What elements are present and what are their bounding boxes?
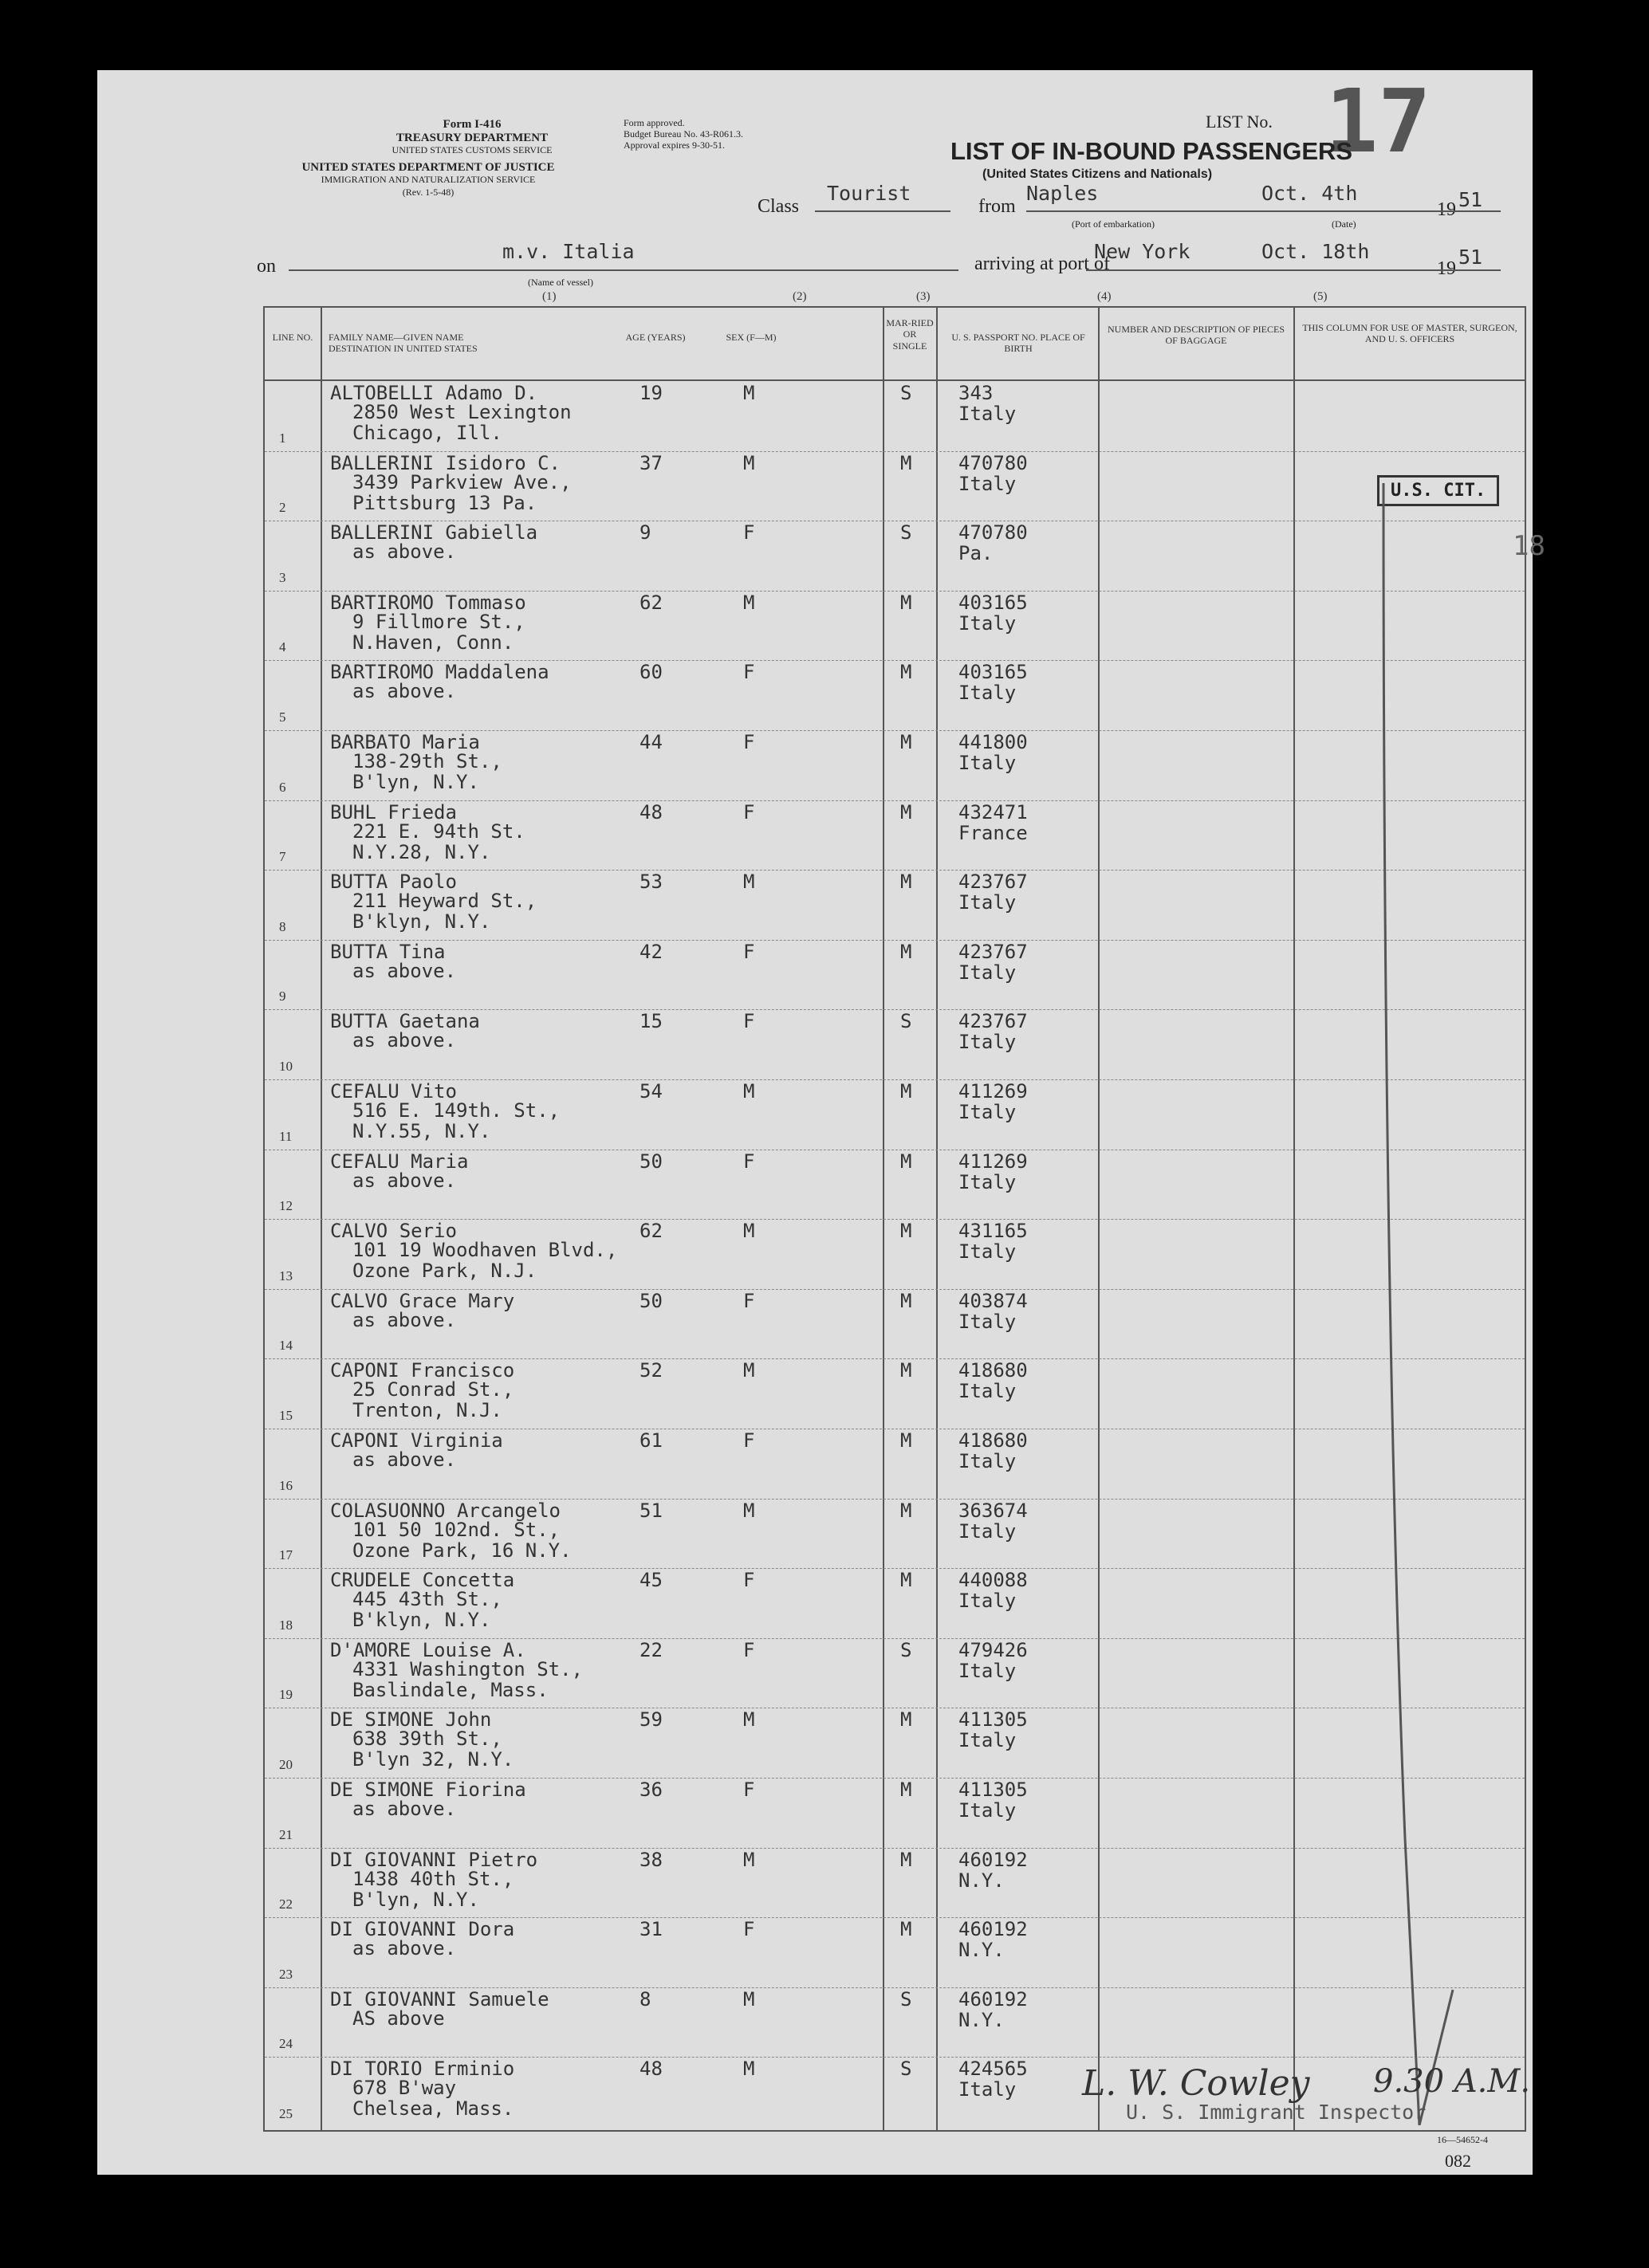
marital-status: M: [900, 1289, 912, 1312]
age: 36: [640, 1779, 663, 1801]
age: 62: [640, 1220, 663, 1243]
table-row: [265, 1358, 1525, 1429]
marital-status: M: [900, 731, 912, 753]
destination-line: 3439 Parkview Ave.,: [352, 470, 572, 493]
marital-status: M: [900, 1848, 912, 1871]
age: 62: [640, 591, 663, 614]
place-of-birth: Italy: [958, 1519, 1017, 1543]
marital-status: M: [900, 1499, 912, 1522]
place-of-birth: France: [958, 821, 1028, 844]
passenger-name: ALTOBELLI Adamo D.: [330, 382, 538, 404]
destination-line: B'lyn 32, N.Y.: [352, 1748, 514, 1771]
arrival-port: New York: [1094, 240, 1191, 263]
age: 38: [640, 1848, 663, 1871]
destination-line: B'klyn, N.Y.: [352, 910, 491, 934]
class-label: Class: [758, 196, 800, 217]
marital-status: M: [900, 1150, 912, 1173]
place-of-birth: Italy: [958, 472, 1017, 495]
destination-line: Chelsea, Mass.: [352, 2097, 514, 2121]
passenger-name: BARTIROMO Tommaso: [330, 591, 526, 614]
passport-number: 440088: [958, 1569, 1028, 1592]
line-number: 1: [279, 430, 286, 446]
age: 22: [640, 1638, 663, 1661]
marital-status: M: [900, 1708, 912, 1731]
line-number: 12: [279, 1198, 293, 1214]
table-row: [265, 1009, 1525, 1079]
sex: F: [743, 940, 755, 963]
passenger-name: BUTTA Paolo: [330, 871, 457, 894]
marital-status: M: [900, 1429, 912, 1452]
marital-status: S: [900, 1010, 912, 1033]
passport-number: 423767: [958, 871, 1028, 894]
table-row: [265, 730, 1525, 800]
table-row: [265, 1079, 1525, 1150]
age: 31: [640, 1918, 663, 1941]
passport-number: 470780: [958, 451, 1028, 474]
marital-status: M: [900, 1569, 912, 1592]
passenger-name: CAPONI Francisco: [330, 1359, 515, 1382]
destination-line: 101 50 102nd. St.,: [352, 1518, 561, 1541]
passenger-name: BUHL Frieda: [330, 800, 457, 823]
destination-line: Ozone Park, N.J.: [352, 1260, 537, 1283]
place-of-birth: Italy: [958, 1310, 1017, 1333]
passenger-name: BARBATO Maria: [330, 731, 480, 753]
table-row: [265, 940, 1525, 1010]
line-number: 23: [279, 1966, 293, 1982]
sex: M: [743, 1359, 755, 1382]
column-number-2: (2): [793, 290, 807, 303]
table-row: [265, 1499, 1525, 1569]
age: 61: [640, 1429, 663, 1452]
approval-2: Budget Bureau No. 43-R061.3.: [624, 128, 743, 140]
passenger-name: CEFALU Vito: [330, 1080, 457, 1103]
line-number: 5: [279, 709, 286, 725]
destination-line: as above.: [352, 1798, 457, 1820]
passport-number: 423767: [958, 1010, 1028, 1033]
age: 8: [640, 1987, 651, 2011]
destination-line: N.Y.28, N.Y.: [352, 840, 491, 863]
age: 45: [640, 1569, 663, 1592]
passport-number: 460192: [958, 1918, 1028, 1941]
age: 59: [640, 1708, 663, 1731]
passenger-name: DI TORIO Erminio: [330, 2058, 515, 2081]
passenger-name: DE SIMONE Fiorina: [330, 1779, 526, 1801]
table-row: [265, 1987, 1525, 2058]
sex: M: [743, 1848, 755, 1871]
passport-number: 441800: [958, 731, 1028, 753]
age: 53: [640, 871, 663, 894]
sex: M: [743, 451, 755, 474]
passport-number: 418680: [958, 1359, 1028, 1382]
vessel-name: m.v. Italia: [502, 240, 635, 263]
place-of-birth: Italy: [958, 1101, 1017, 1123]
column-number-5: (5): [1313, 290, 1328, 303]
table-row: [265, 451, 1525, 521]
line-number: 10: [279, 1058, 293, 1074]
table-row: [265, 1708, 1525, 1778]
table-row: [265, 800, 1525, 871]
sex: M: [743, 1499, 755, 1522]
arrival-date: Oct. 18th: [1261, 240, 1370, 263]
treasury-dept: TREASURY DEPARTMENT: [396, 132, 549, 144]
destination-line: B'lyn, N.Y.: [352, 771, 479, 793]
list-no-label: LIST No.: [1206, 112, 1273, 132]
line-number: 24: [279, 2036, 293, 2052]
marital-status: M: [900, 1220, 912, 1243]
line-number: 7: [279, 849, 286, 865]
col-baggage: NUMBER AND DESCRIPTION OF PIECES OF BAGGAGE: [1107, 324, 1285, 347]
passenger-name: BUTTA Tina: [330, 940, 446, 963]
destination-line: 101 19 Woodhaven Blvd.,: [352, 1239, 618, 1262]
destination-line: as above.: [352, 1029, 457, 1052]
manifest-page: [97, 70, 1545, 2175]
destination-line: 1438 40th St.,: [352, 1867, 514, 1890]
table-row: [265, 1638, 1525, 1708]
passport-number: 460192: [958, 1848, 1028, 1871]
passenger-name: DI GIOVANNI Samuele: [330, 1987, 549, 2011]
destination-line: 445 43th St.,: [352, 1588, 502, 1611]
column-number-4: (4): [1097, 290, 1112, 303]
passport-number: 431165: [958, 1220, 1028, 1243]
line-number: 25: [279, 2105, 293, 2121]
sex: F: [743, 1918, 755, 1941]
passenger-name: BUTTA Gaetana: [330, 1010, 480, 1033]
sex: F: [743, 1150, 755, 1173]
place-of-birth: Italy: [958, 1659, 1017, 1682]
passenger-name: BARTIROMO Maddalena: [330, 661, 549, 684]
destination-line: N.Y.55, N.Y.: [352, 1120, 491, 1142]
line-number: 21: [279, 1826, 293, 1842]
passport-number: 411269: [958, 1150, 1028, 1173]
passport-number: 411305: [958, 1779, 1028, 1801]
col-passport: U. S. PASSPORT NO. PLACE OF BIRTH: [951, 332, 1085, 355]
passport-number: 423767: [958, 940, 1028, 963]
marital-status: S: [900, 521, 912, 544]
from-label: from: [978, 196, 1016, 217]
destination-line: as above.: [352, 540, 457, 564]
passenger-name: CEFALU Maria: [330, 1150, 469, 1173]
line-number: 2: [279, 500, 286, 516]
sex: F: [743, 800, 755, 823]
place-of-birth: N.Y.: [958, 1869, 1005, 1892]
print-code: 16—54652-4: [1437, 2134, 1488, 2145]
age: 44: [640, 731, 663, 753]
place-of-birth: Italy: [958, 1380, 1017, 1403]
age: 37: [640, 451, 663, 474]
destination-line: B'klyn, N.Y.: [352, 1609, 491, 1632]
destination-line: Baslindale, Mass.: [352, 1678, 549, 1701]
destination-line: Pittsburg 13 Pa.: [352, 491, 537, 514]
passport-number: 424565: [958, 2058, 1028, 2081]
sex: M: [743, 1987, 755, 2011]
place-of-birth: Italy: [958, 682, 1017, 705]
destination-line: 4331 Washington St.,: [352, 1657, 583, 1680]
line-number: 19: [279, 1687, 293, 1703]
inspector-label: U. S. Immigrant Inspector: [1126, 2101, 1427, 2124]
passenger-name: BALLERINI Gabiella: [330, 521, 538, 544]
place-of-birth: Pa.: [958, 542, 994, 565]
destination-line: N.Haven, Conn.: [352, 631, 514, 654]
sex: M: [743, 871, 755, 894]
table-row: [265, 1289, 1525, 1359]
on-label: on: [257, 256, 276, 277]
class-value: Tourist: [827, 182, 911, 205]
age: 50: [640, 1289, 663, 1312]
sex: M: [743, 1220, 755, 1243]
line-number: 14: [279, 1338, 293, 1354]
col-name: FAMILY NAME—GIVEN NAME DESTINATION IN UNITED STATES: [329, 332, 478, 355]
destination-line: 2850 West Lexington: [352, 401, 572, 423]
sex: F: [743, 1779, 755, 1801]
table-row: [265, 381, 1525, 451]
table-row: [265, 1778, 1525, 1848]
count-note: 18: [1513, 530, 1545, 562]
place-of-birth: N.Y.: [958, 2008, 1005, 2031]
sex: F: [743, 1569, 755, 1592]
date-value: Oct. 4th: [1261, 182, 1358, 205]
form-title: LIST OF IN-BOUND PASSENGERS: [950, 137, 1353, 165]
passenger-table: [263, 306, 1545, 2132]
destination-line: Ozone Park, 16 N.Y.: [352, 1539, 572, 1562]
from-value: Naples: [1026, 182, 1099, 205]
line-number: 16: [279, 1477, 293, 1493]
passport-number: 432471: [958, 800, 1028, 823]
place-of-birth: Italy: [958, 891, 1017, 914]
table-row: [265, 870, 1525, 940]
passenger-name: CAPONI Virginia: [330, 1429, 503, 1452]
col-line-no: LINE NO.: [272, 332, 313, 343]
port-caption: (Port of embarkation): [1072, 218, 1155, 230]
line-number: 20: [279, 1756, 293, 1772]
age: 60: [640, 661, 663, 684]
col-officers: THIS COLUMN FOR USE OF MASTER, SURGEON, AND U. S. OFFICERS: [1302, 322, 1517, 345]
arrival-year: 51: [1458, 246, 1483, 269]
destination-line: 516 E. 149th. St.,: [352, 1099, 561, 1122]
age: 52: [640, 1359, 663, 1382]
destination-line: 9 Fillmore St.,: [352, 610, 525, 633]
destination-line: 221 E. 94th St.: [352, 820, 525, 843]
passenger-name: DE SIMONE John: [330, 1708, 492, 1731]
marital-status: M: [900, 871, 912, 894]
marital-status: M: [900, 1918, 912, 1941]
class-underline: [815, 210, 950, 212]
sex: M: [743, 1080, 755, 1103]
marital-status: S: [900, 1987, 912, 2011]
sex: M: [743, 2058, 755, 2081]
age: 48: [640, 800, 663, 823]
passport-number: 411269: [958, 1080, 1028, 1103]
passenger-name: D'AMORE Louise A.: [330, 1638, 526, 1661]
marital-status: S: [900, 382, 912, 404]
passenger-name: CALVO Grace Mary: [330, 1289, 515, 1312]
age: 50: [640, 1150, 663, 1173]
destination-line: 638 39th St.,: [352, 1728, 502, 1751]
table-row: [265, 591, 1525, 661]
us-citizen-stamp: U.S. CIT.: [1377, 475, 1499, 506]
place-of-birth: Italy: [958, 961, 1017, 984]
table-row: [265, 521, 1525, 591]
destination-line: 211 Heyward St.,: [352, 890, 537, 913]
table-row: [265, 1848, 1525, 1918]
line-number: 18: [279, 1617, 293, 1633]
form-number: Form I-416: [443, 118, 502, 131]
year-prefix: 19: [1437, 199, 1456, 220]
table-row: [265, 1568, 1525, 1638]
sex: F: [743, 661, 755, 684]
marital-status: S: [900, 2058, 912, 2081]
line-number: 9: [279, 989, 286, 1004]
line-number: 17: [279, 1547, 293, 1563]
inspector-signature: L. W. Cowley: [1082, 2063, 1310, 2104]
passenger-name: BALLERINI Isidoro C.: [330, 451, 561, 474]
justice-dept: UNITED STATES DEPARTMENT OF JUSTICE: [301, 161, 555, 174]
place-of-birth: Italy: [958, 1450, 1017, 1472]
passport-number: 411305: [958, 1708, 1028, 1731]
place-of-birth: Italy: [958, 1729, 1017, 1752]
sex: M: [743, 591, 755, 614]
destination-line: 25 Conrad St.,: [352, 1378, 514, 1401]
table-row: [265, 1429, 1525, 1499]
place-of-birth: Italy: [958, 2078, 1017, 2101]
marital-status: M: [900, 591, 912, 614]
age: 48: [640, 2058, 663, 2081]
line-number: 6: [279, 779, 286, 795]
year-value: 51: [1458, 188, 1483, 211]
place-of-birth: Italy: [958, 1170, 1017, 1193]
destination-line: 678 B'way: [352, 2077, 457, 2100]
marital-status: M: [900, 1359, 912, 1382]
revision: (Rev. 1-5-48): [402, 187, 455, 198]
destination-line: as above.: [352, 1937, 457, 1960]
list-number: 17: [1325, 70, 1431, 172]
date-caption: (Date): [1332, 218, 1356, 230]
approval-3: Approval expires 9-30-51.: [624, 140, 725, 151]
sex: F: [743, 731, 755, 753]
destination-line: Chicago, Ill.: [352, 422, 502, 444]
line-number: 8: [279, 918, 286, 934]
vessel-underline: [289, 269, 958, 271]
age: 54: [640, 1080, 663, 1103]
passenger-name: DI GIOVANNI Pietro: [330, 1848, 538, 1871]
table-row: [265, 1219, 1525, 1289]
age: 15: [640, 1010, 663, 1033]
line-number: 13: [279, 1268, 293, 1283]
column-number-1: (1): [542, 290, 557, 303]
ins-service: IMMIGRATION AND NATURALIZATION SERVICE: [321, 174, 536, 185]
place-of-birth: Italy: [958, 1240, 1017, 1264]
destination-line: as above.: [352, 680, 457, 703]
passenger-name: CRUDELE Concetta: [330, 1569, 515, 1592]
arrival-underline: [1086, 269, 1501, 271]
marital-status: M: [900, 1779, 912, 1801]
destination-line: AS above: [352, 2007, 445, 2030]
marital-status: S: [900, 1638, 912, 1661]
date-underline: [1246, 210, 1501, 212]
passenger-name: CALVO Serio: [330, 1220, 457, 1243]
signature-time: 9.30 A.M.: [1373, 2063, 1531, 2100]
sex: F: [743, 521, 755, 544]
passenger-name: COLASUONNO Arcangelo: [330, 1499, 561, 1522]
destination-line: as above.: [352, 1169, 457, 1192]
officer-check-line: [1357, 483, 1525, 2125]
line-number: 3: [279, 569, 286, 585]
arrival-year-prefix: 19: [1437, 258, 1456, 279]
passport-number: 403874: [958, 1289, 1028, 1312]
passport-number: 418680: [958, 1429, 1028, 1452]
passport-number: 343: [958, 382, 994, 404]
marital-status: M: [900, 661, 912, 684]
place-of-birth: N.Y.: [958, 1939, 1005, 1962]
passport-number: 479426: [958, 1638, 1028, 1661]
line-number: 22: [279, 1897, 293, 1912]
marital-status: M: [900, 1080, 912, 1103]
column-number-3: (3): [916, 290, 931, 303]
destination-line: Trenton, N.J.: [352, 1399, 502, 1422]
sex: M: [743, 1708, 755, 1731]
arriving-label: arriving at port of: [974, 254, 1110, 274]
vessel-caption: (Name of vessel): [528, 277, 593, 288]
passport-number: 403165: [958, 591, 1028, 614]
place-of-birth: Italy: [958, 1799, 1017, 1822]
marital-status: M: [900, 940, 912, 963]
sex: F: [743, 1429, 755, 1452]
line-number: 4: [279, 639, 286, 655]
sex: F: [743, 1010, 755, 1033]
passport-number: 470780: [958, 521, 1028, 544]
age: 42: [640, 940, 663, 963]
sex: M: [743, 382, 755, 404]
passport-number: 363674: [958, 1499, 1028, 1522]
place-of-birth: Italy: [958, 611, 1017, 635]
approval-1: Form approved.: [624, 117, 685, 128]
form-subtitle: (United States Citizens and Nationals): [982, 167, 1213, 181]
line-number: 11: [279, 1128, 293, 1144]
destination-line: as above.: [352, 1308, 457, 1331]
place-of-birth: Italy: [958, 1590, 1017, 1613]
passport-number: 403165: [958, 661, 1028, 684]
destination-line: as above.: [352, 1448, 457, 1471]
col-sex: SEX (F—M): [726, 332, 777, 343]
col-married: MAR-RIED OR SINGLE: [886, 317, 934, 352]
age: 9: [640, 521, 651, 544]
place-of-birth: Italy: [958, 752, 1017, 774]
passenger-name: DI GIOVANNI Dora: [330, 1918, 515, 1941]
col-age: AGE (YEARS): [625, 332, 686, 343]
destination-line: B'lyn, N.Y.: [352, 1888, 479, 1911]
place-of-birth: Italy: [958, 1031, 1017, 1054]
age: 51: [640, 1499, 663, 1522]
marital-status: M: [900, 451, 912, 474]
page-code: 082: [1445, 2151, 1471, 2171]
age: 19: [640, 382, 663, 404]
place-of-birth: Italy: [958, 403, 1017, 425]
marital-status: M: [900, 800, 912, 823]
table-row: [265, 1917, 1525, 1987]
sex: F: [743, 1638, 755, 1661]
destination-line: as above.: [352, 959, 457, 982]
passport-number: 460192: [958, 1987, 1028, 2011]
customs-service: UNITED STATES CUSTOMS SERVICE: [392, 144, 553, 155]
line-number: 15: [279, 1407, 293, 1423]
destination-line: 138-29th St.,: [352, 750, 502, 772]
table-row: [265, 660, 1525, 730]
sex: F: [743, 1289, 755, 1312]
table-row: [265, 1150, 1525, 1220]
